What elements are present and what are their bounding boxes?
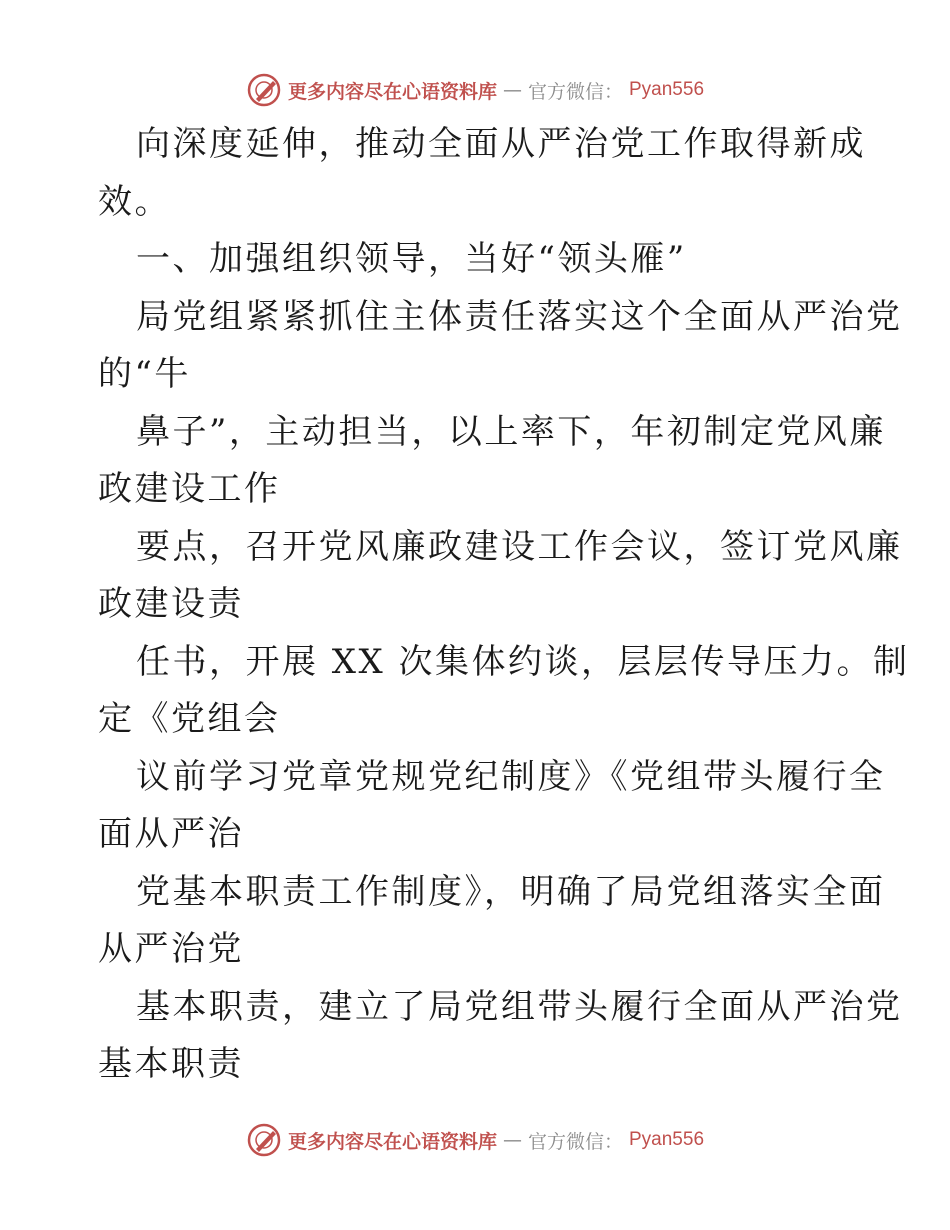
banner-dash: — <box>502 79 522 101</box>
text-line: 的“牛 <box>98 354 191 394</box>
contact-id: Pyan556 <box>629 79 705 100</box>
text-line: 从严治党 <box>98 929 244 969</box>
contact-id: Pyan556 <box>629 1129 705 1150</box>
text-line: 面从严治 <box>98 814 244 854</box>
pen-logo-icon <box>246 72 282 108</box>
text-line: 政建设工作 <box>98 469 281 509</box>
site-name: 更多内容尽在心语资料库 <box>287 1130 497 1153</box>
header-watermark <box>0 70 950 110</box>
site-name: 更多内容尽在心语资料库 <box>287 80 497 103</box>
banner-dash: — <box>502 1129 522 1151</box>
contact-label: 官方微信： <box>527 80 623 103</box>
footer-watermark <box>0 1120 950 1160</box>
text-line: 效。 <box>98 181 171 222</box>
text-line: 定《党组会 <box>98 699 281 739</box>
section-heading: 一、加强组织领导，当好“领头雁” <box>136 239 687 279</box>
pen-logo-icon <box>246 1122 282 1158</box>
contact-label: 官方微信： <box>527 1130 623 1153</box>
text-line: 基本职责，建立了局党组带头履行全面从严治党 <box>136 986 903 1027</box>
text-line: 党基本职责工作制度》，明确了局党组落实全面 <box>136 871 886 912</box>
text-line: 要点，召开党风廉政建设工作会议，签订党风廉 <box>136 526 903 567</box>
text-line: 鼻子”，主动担当，以上率下，年初制定党风廉 <box>136 411 886 452</box>
text-line: 局党组紧紧抓住主体责任落实这个全面从严治党 <box>136 296 903 337</box>
text-line: 政建设责 <box>98 584 244 624</box>
document-body <box>98 116 910 1094</box>
text-line: 任书，开展 XX 次集体约谈，层层传导压力。制 <box>136 641 910 682</box>
text-line: 议前学习党章党规党纪制度》《党组带头履行全 <box>136 756 886 797</box>
text-line: 向深度延伸，推动全面从严治党工作取得新成 <box>136 124 866 164</box>
text-line: 基本职责 <box>98 1044 244 1084</box>
